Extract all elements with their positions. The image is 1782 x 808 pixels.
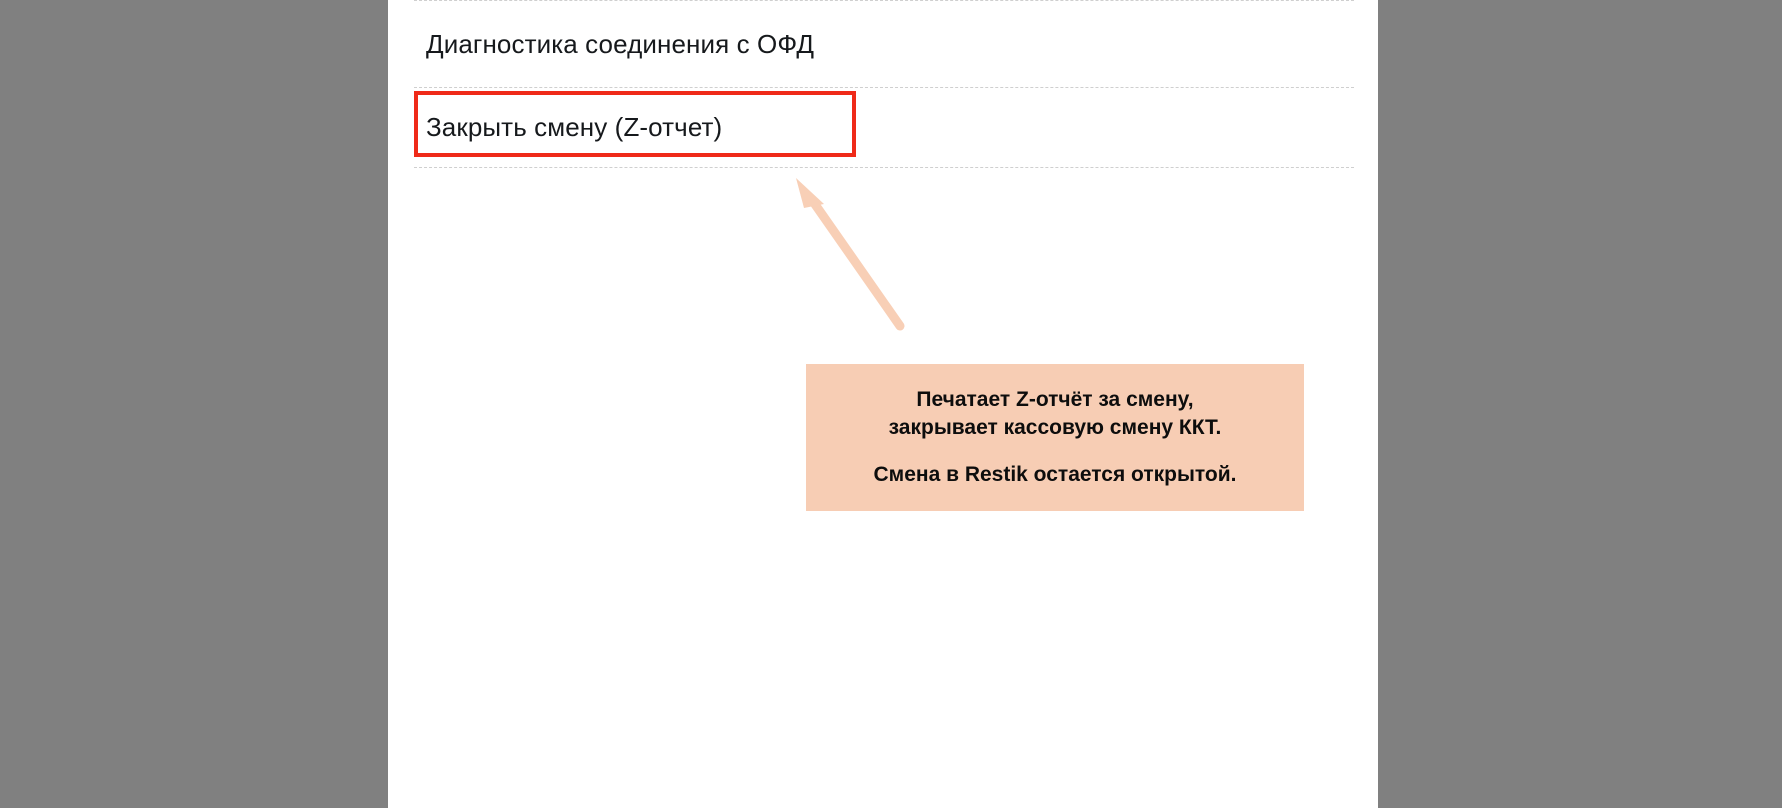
annotation-line-2: закрывает кассовую смену ККТ. bbox=[888, 415, 1222, 439]
annotation-line-4: Смена в Restik остается открытой. bbox=[873, 463, 1237, 487]
annotation-line-1: Печатает Z-отчёт за смену, bbox=[916, 387, 1194, 411]
menu-item-close-shift-zreport[interactable] bbox=[414, 88, 1354, 168]
menu-item-ofd-diagnostics[interactable] bbox=[414, 0, 1354, 88]
menu-item-label: Закрыть смену (Z-отчет) bbox=[426, 112, 723, 142]
menu-item-label: Диагностика соединения с ОФД bbox=[426, 28, 815, 59]
settings-menu-list bbox=[414, 0, 1354, 168]
annotation-callout bbox=[806, 364, 1304, 511]
